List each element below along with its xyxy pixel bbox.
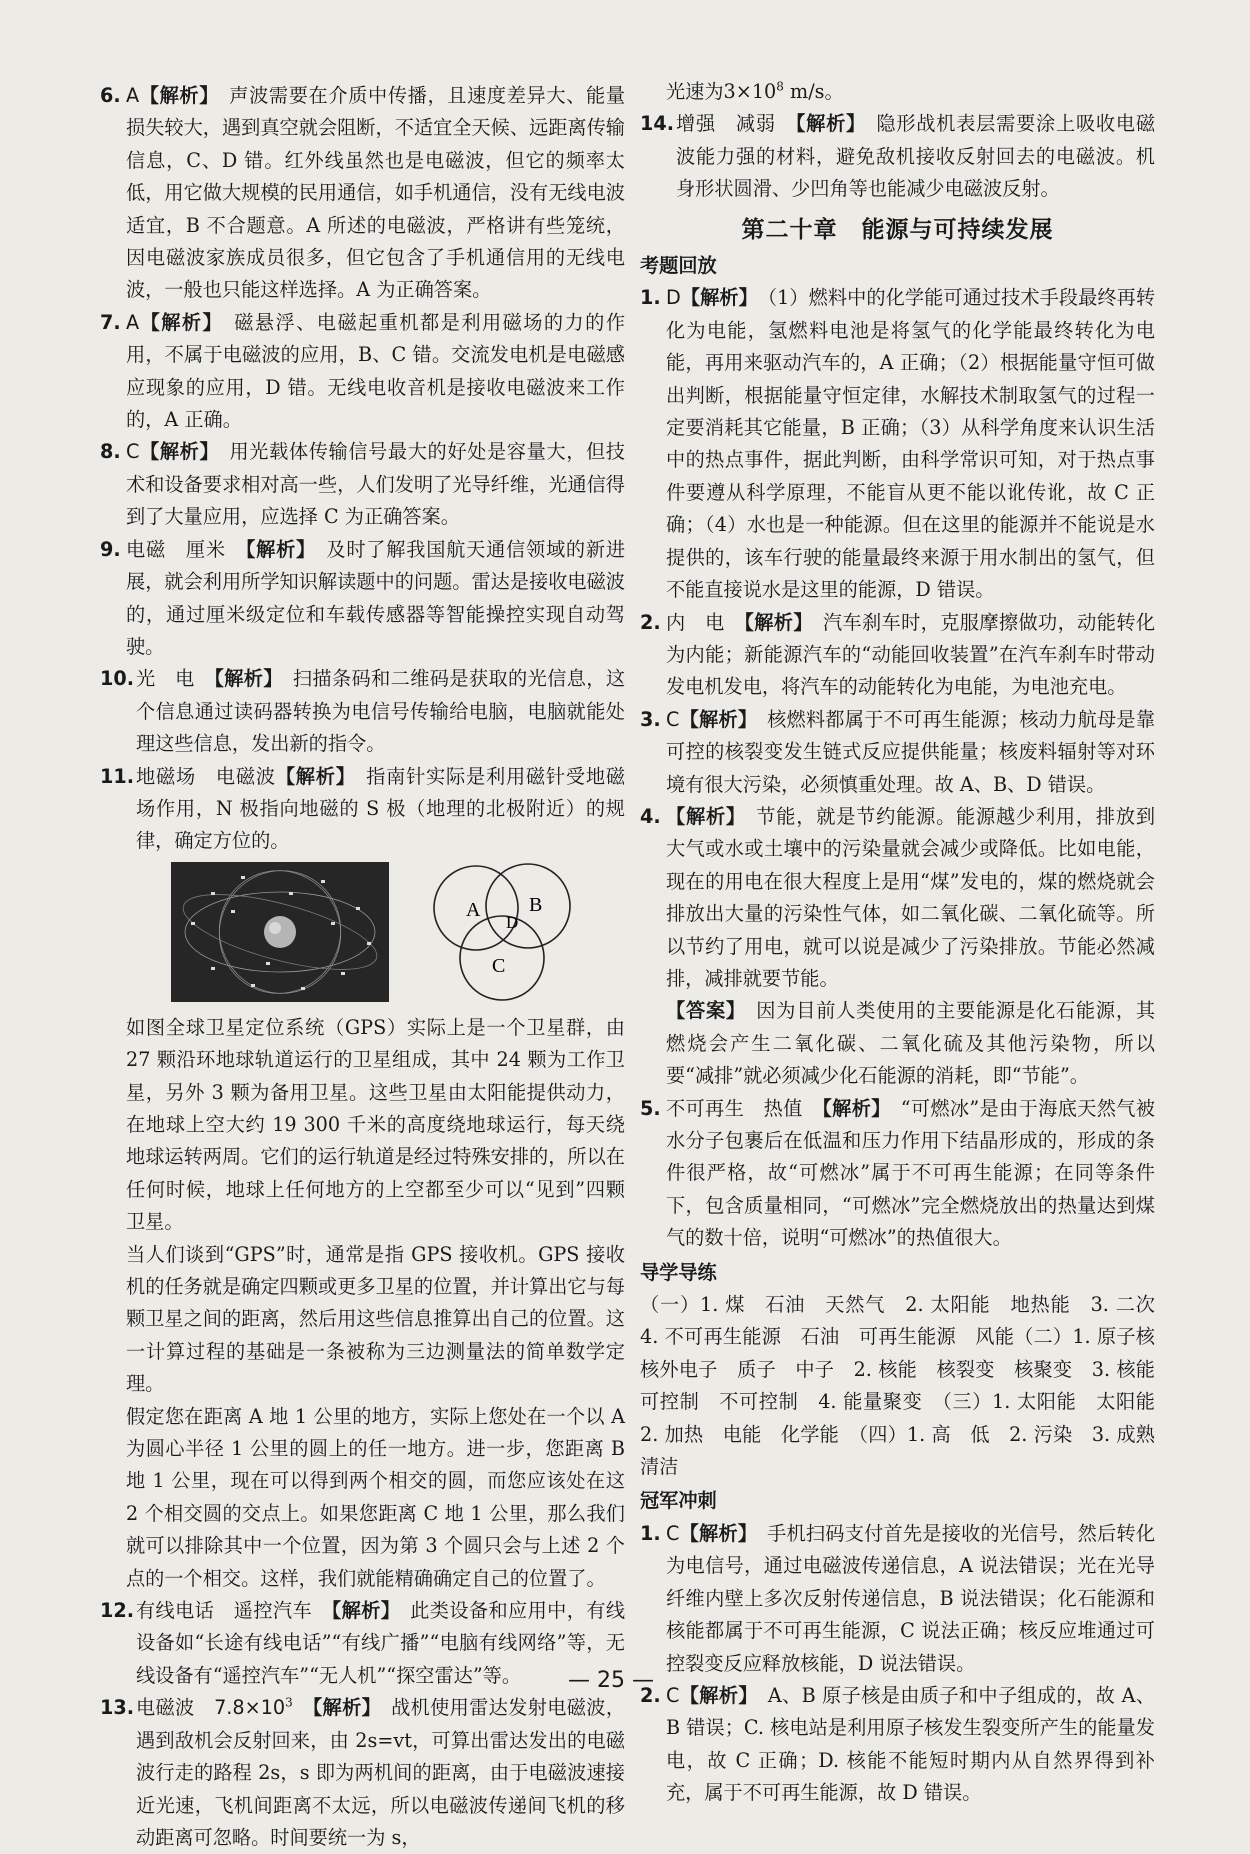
item-number: 4. [640, 804, 661, 828]
analysis-tag: 【解析】 [680, 286, 749, 310]
item-answer: D [666, 286, 681, 310]
item-answer: C [666, 1683, 680, 1707]
item-answer: 增强 减弱 [676, 112, 776, 136]
item-answer: 电磁波 7.8×10 [136, 1696, 286, 1720]
item-number: 1. [640, 286, 661, 310]
gps-paragraph-3: 假定您在距离 A 地 1 公里的地方，实际上您处在一个以 A 为圆心半径 1 公里的圆上的任一地方。进一步，您距离 B 地 1 公里，现在可以得到两个相交的圆，而您应该处在这 2 个相交圆的交点上。如果您距离 C 地 1 公里，那么我们就可以排除其中一个位置，因为第 3 个圆只会与上述 2 个点的一个相交。这样，我们就能精确确定自己的位置了。 [126, 1404, 625, 1590]
analysis-text: 手机扫码支付首先是接收的光信号，然后转化为电信号，通过电磁波传递信息，A 说法错误；光在光导纤维内壁上多次反射传递信息，B 说法错误；化石能源和核能都属于不可再生能源，C 说法正确；核反应堆通过可控裂变反应释放核能，D 说法错误。 [666, 1521, 1156, 1675]
analysis-text: 磁悬浮、电磁起重机都是利用磁场的力的作用，不属于电磁波的应用，B、C 错。交流发电机是电磁感应现象的应用，D 错。无线电收音机是接收电磁波来工作的，A 正确。 [126, 310, 626, 432]
analysis-text: 节能，就是节约能源。能源越少利用，排放到大气或水或土壤中的污染量就会减少或降低。比如电能，现在的用电在很大程度上是用“煤”发电的，煤的燃烧就会排放出大量的污染性气体，如二氧化碳、二氧化硫等。所以节约了用电，就可以说是减少了污染排放。节能必然减排，减排就要节能。 [666, 804, 1156, 990]
review-item-4 [640, 801, 1155, 995]
item-answer: A [126, 84, 140, 107]
analysis-tag: 【解析】 [679, 1683, 749, 1707]
analysis-text: 汽车刹车时，克服摩擦做功，动能转化为内能；新能源汽车的“动能回收装置”在汽车刹车时带动发电机发电，将汽车的动能转化为电能，为电池充电。 [666, 610, 1156, 699]
analysis-tag: 【解析】 [744, 610, 804, 634]
analysis-text: 声波需要在介质中传播，且速度差异大、能量损失较大，遇到真空就会阻断，不适宜全天候、远距离传输信息，C、D 错。红外线虽然也是电磁波，但它的频率太低，用它做大规模的民用通信，如手机通信，没有无线电波适宜，B 不合题意。A 所述的电磁波，严格讲有些笼统，因电磁波家族成员很多，但它包含了手机通信用的无线电波，一般也只能这样选择。A 为正确答案。 [126, 84, 626, 302]
answer-item-13-continued [640, 76, 1155, 108]
answer-tag: 【答案】 [666, 999, 737, 1023]
item-answer: 有线电话 遥控汽车 [136, 1599, 313, 1623]
analysis-tag: 【解析】 [139, 440, 210, 464]
analysis-text: 用光载体传输信号最大的好处是容量大，但技术和设备要求相对高一些，人们发明了光导纤维，光通信得到了大量应用，应选择 C 为正确答案。 [126, 440, 625, 529]
analysis-text: 及时了解我国航天通信领域的新进展，就会利用所学知识解读题中的问题。雷达是接收电磁波的，通过厘米级定位和车载传感器等智能操控实现自动驾驶。 [126, 537, 626, 658]
answer-item-6 [100, 80, 625, 307]
continued-exponent: 8 [776, 79, 784, 94]
item-number: 12. [100, 1599, 134, 1623]
analysis-text: A、B 原子核是由质子和中子组成的，故 A、B 错误；C. 核电站是利用原子核发生裂变所产生的能量发电，故 C 正确；D. 核能不能短时期内从自然界得到补充，属于不可再生能源，故 D 错误。 [666, 1683, 1156, 1805]
item-answer: 内 电 [666, 610, 725, 634]
analysis-tag: 【解析】 [139, 310, 214, 334]
right-column [640, 79, 1175, 1810]
item-number: 7. [100, 310, 121, 334]
analysis-tag: 【解析】 [139, 84, 210, 107]
item-number: 5. [640, 1096, 661, 1120]
analysis-text: 核燃料都属于不可再生能源；核动力航母是靠可控的核裂变发生链式反应提供能量；核废料辐射等对环境有很大污染，必须慎重处理。故 A、B、D 错误。 [666, 707, 1156, 796]
answer-item-13 [100, 1692, 625, 1854]
analysis-text: 此类设备和应用中，有线设备如“长途有线电话”“有线广播”“电脑有线网络”等，无线设备有“遥控汽车”“无人机”“探空雷达”等。 [136, 1599, 626, 1687]
gps-paragraph-1: 如图全球卫星定位系统（GPS）实际上是一个卫星群，由 27 颗沿环地球轨道运行的卫星组成，其中 24 颗为工作卫星，另外 3 颗为备用卫星。这些卫星由太阳能提供动力，在地球上空大约 19 300 千米的高度绕地球运行，每天绕地球运转两周。它们的运行轨道是经过特殊安排的，所以在任何时候，地球上任何地方的上空都至少可以“见到”四颗卫星。 [126, 1015, 625, 1234]
section-heading-guide: 导学导练 [640, 1260, 717, 1284]
analysis-tag: 【解析】 [795, 112, 857, 136]
item-number: 3. [640, 707, 661, 731]
review-item-3 [640, 704, 1155, 801]
page-number: — 25 — [568, 1668, 654, 1693]
analysis-tag: 【解析】 [679, 707, 748, 731]
item-number: 9. [100, 537, 121, 561]
item-number: 1. [640, 1521, 661, 1545]
item-number: 2. [640, 610, 661, 634]
answer-item-8 [100, 436, 625, 533]
review-item-5 [640, 1093, 1155, 1255]
venn-label-a: A [466, 898, 481, 921]
item-answer: C [126, 440, 140, 464]
answer-item-10 [100, 663, 625, 760]
sprint-item-2 [640, 1680, 1155, 1810]
item-number: 13. [100, 1696, 134, 1720]
item-answer: 电磁 厘米 [126, 537, 226, 561]
answer-item-14 [640, 108, 1155, 205]
continued-text: 光速为3×10 [666, 80, 777, 103]
analysis-tag: 【解析】 [312, 1696, 372, 1720]
left-column [100, 80, 625, 1854]
analysis-tag: 【解析】 [214, 667, 274, 691]
gps-satellite-image [171, 862, 389, 1002]
review-item-1 [640, 282, 1155, 606]
analysis-text: 隐形战机表层需要涂上吸收电磁波能力强的材料，避免敌机接收反射回去的电磁波。机身形状圆滑、少凹角等也能减少电磁波反射。 [676, 112, 1156, 201]
answer-item-11 [100, 761, 625, 858]
sprint-item-1 [640, 1518, 1155, 1680]
chapter-title: 第二十章 能源与可持续发展 [741, 216, 1054, 243]
answer-item-12 [100, 1595, 625, 1692]
item-number: 11. [100, 764, 134, 788]
answer-item-9 [100, 534, 625, 664]
analysis-tag: 【解析】 [822, 1096, 882, 1120]
item-number: 2. [640, 1683, 661, 1707]
answer-text: 因为目前人类使用的主要能源是化石能源，其燃烧会产生二氧化碳、二氧化硫及其他污染物，所以要“减排”就必须减少化石能源的消耗，即“节能”。 [666, 999, 1156, 1088]
item-number: 14. [640, 112, 674, 136]
answer-item-7 [100, 307, 625, 437]
item-answer: C [666, 1521, 680, 1545]
venn-label-b: B [529, 893, 543, 916]
guide-answers: （一）1. 煤 石油 天然气 2. 太阳能 地热能 3. 二次 4. 不可再生能源 石油 可再生能源 风能（二）1. 原子核 核外电子 质子 中子 2. 核能 核裂变 核聚变 3. 核能 可控制 不可控制 4. 能量聚变 （三）1. 太阳能 太阳能 2. 加热 电能 化学能 （四）1. 高 低 2. 污染 3. 成熟 清洁 [640, 1293, 1175, 1479]
figure-row [126, 862, 625, 1004]
venn-diagram [426, 856, 616, 1026]
analysis-text: 指南针实际是利用磁针受地磁场作用，N 极指向地磁的 S 极（地理的北极附近）的规律，确定方位的。 [136, 764, 626, 853]
satellite-orbit-illustration [171, 862, 389, 1002]
analysis-text: 扫描条码和二维码是获取的光信息，这个信息通过读码器转换为电信号传输给电脑，电脑就能处理这些信息，发出新的指令。 [136, 667, 626, 756]
item-number: 10. [100, 667, 134, 691]
item-number: 8. [100, 440, 121, 464]
item-answer: 地磁场 电磁波 [136, 764, 276, 788]
answer-exponent: 3 [285, 1695, 293, 1710]
analysis-tag: 【解析】 [679, 1521, 748, 1545]
venn-label-c: C [492, 954, 506, 977]
analysis-tag: 【解析】 [275, 764, 347, 788]
item-answer: 光 电 [136, 667, 195, 691]
venn-label-d: D [506, 912, 519, 932]
continued-tail: m/s。 [783, 80, 844, 103]
gps-paragraph-2: 当人们谈到“GPS”时，通常是指 GPS 接收机。GPS 接收机的任务就是确定四颗或更多卫星的位置，并计算出它与每颗卫星之间的距离，然后用这些信息推算出自己的位置。这一计算过程的基础是一条被称为三边测量法的简单数学定理。 [126, 1242, 625, 1396]
analysis-tag: 【解析】 [331, 1599, 391, 1623]
item-number: 6. [100, 84, 121, 107]
section-heading-sprint: 冠军冲刺 [640, 1489, 717, 1513]
analysis-text: （1）燃料中的化学能可通过技术手段最终再转化为电能，氢燃料电池是将氢气的化学能最终转化为电能，再用来驱动汽车的，A 正确；（2）根据能量守恒可做出判断，根据能量守恒定律，水解技术制取氢气的过程一定要消耗其它能量，B 正确；（3）从科学角度来认识生活中的热点事件，据此判断，由科学常识可知，对于热点事件要遵从科学原理，不能盲从更不能以讹传讹，故 C 正确；（4）水也是一种能源。但在这里的能源并不能说是水提供的，该车行驶的能量最终来源于用水制出的氢气，但不能直接说水是这里的能源，D 错误。 [666, 286, 1156, 602]
review-item-2 [640, 607, 1155, 704]
item-answer: 不可再生 热值 [666, 1096, 803, 1120]
analysis-text: “可燃冰”是由于海底天然气被水分子包裹后在低温和压力作用下结晶形成的，形成的条件很严格，故“可燃冰”属于不可再生能源；在同等条件下，包含质量相同，“可燃冰”完全燃烧放出的热量达到煤气的数十倍，说明“可燃冰”的热值很大。 [666, 1096, 1155, 1250]
item-answer: A [126, 310, 140, 334]
review-item-4-answer [640, 995, 1155, 1092]
analysis-tag: 【解析】 [666, 804, 737, 828]
analysis-tag: 【解析】 [245, 537, 307, 561]
section-heading-review: 考题回放 [640, 254, 717, 278]
item-answer: C [666, 707, 680, 731]
analysis-text: 战机使用雷达发射电磁波，遇到敌机会反射回来，由 2s=vt，可算出雷达发出的电磁波行走的路程 2s，s 即为两机间的距离，由于电磁波速接近光速，飞机间距离不太远，所以电磁波传递间飞机的移动距离可忽略。时间要统一为 s， [136, 1696, 626, 1849]
